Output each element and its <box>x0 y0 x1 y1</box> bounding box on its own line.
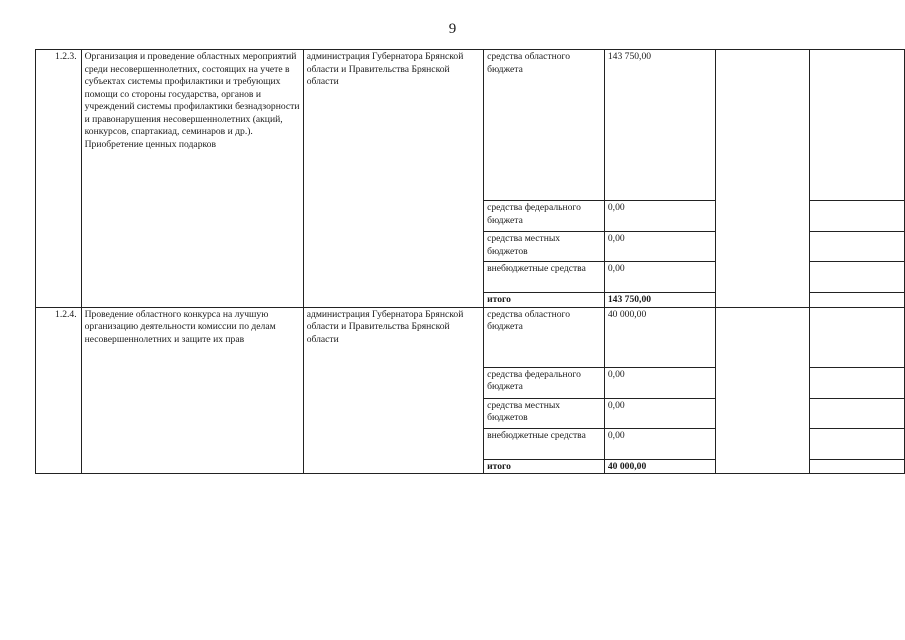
empty-cell <box>810 307 905 367</box>
source-amount: 0,00 <box>604 428 715 459</box>
empty-cell <box>810 201 905 232</box>
empty-cell <box>810 459 905 474</box>
total-amount: 143 750,00 <box>604 293 715 308</box>
source-label: средства местных бюджетов <box>484 398 605 428</box>
empty-cell <box>810 428 905 459</box>
empty-cell <box>810 50 905 201</box>
empty-cell <box>716 50 810 308</box>
source-label: средства федерального бюджета <box>484 367 605 398</box>
empty-cell <box>716 307 810 474</box>
total-label: итого <box>484 459 605 474</box>
empty-cell <box>810 293 905 308</box>
source-label: внебюджетные средства <box>484 428 605 459</box>
source-amount: 0,00 <box>604 367 715 398</box>
source-amount: 0,00 <box>604 398 715 428</box>
source-amount: 0,00 <box>604 232 715 262</box>
total-amount: 40 000,00 <box>604 459 715 474</box>
source-amount: 40 000,00 <box>604 307 715 367</box>
source-label: средства областного бюджета <box>484 307 605 367</box>
source-label: средства федерального бюджета <box>484 201 605 232</box>
table-row <box>36 307 905 367</box>
executor: администрация Губернатора Брянской области и Правительства Брянской области <box>303 50 483 308</box>
table-row <box>36 50 905 201</box>
activity-name: Организация и проведение областных мероприятий среди несовершеннолетних, состоящих на учете в субъектах системы профилактики и требующих помощи со стороны государства, органов и учреждений системы профилактики безнадзорности и правонарушения несовершеннолетних (акций, конкурсов, спартакиад, семинаров и др.). Приобретение ценных подарков <box>81 50 303 308</box>
source-amount: 143 750,00 <box>604 50 715 201</box>
empty-cell <box>810 398 905 428</box>
source-amount: 0,00 <box>604 262 715 293</box>
activity-name: Проведение областного конкурса на лучшую организацию деятельности комиссии по делам несовершеннолетних и защите их прав <box>81 307 303 474</box>
empty-cell <box>810 367 905 398</box>
source-label: средства областного бюджета <box>484 50 605 201</box>
executor: администрация Губернатора Брянской области и Правительства Брянской области <box>303 307 483 474</box>
row-number: 1.2.4. <box>36 307 82 474</box>
empty-cell <box>810 262 905 293</box>
source-label: внебюджетные средства <box>484 262 605 293</box>
row-number: 1.2.3. <box>36 50 82 308</box>
empty-cell <box>810 232 905 262</box>
source-amount: 0,00 <box>604 201 715 232</box>
total-label: итого <box>484 293 605 308</box>
page-number: 9 <box>448 21 457 37</box>
budget-table <box>35 49 905 474</box>
source-label: средства местных бюджетов <box>484 232 605 262</box>
